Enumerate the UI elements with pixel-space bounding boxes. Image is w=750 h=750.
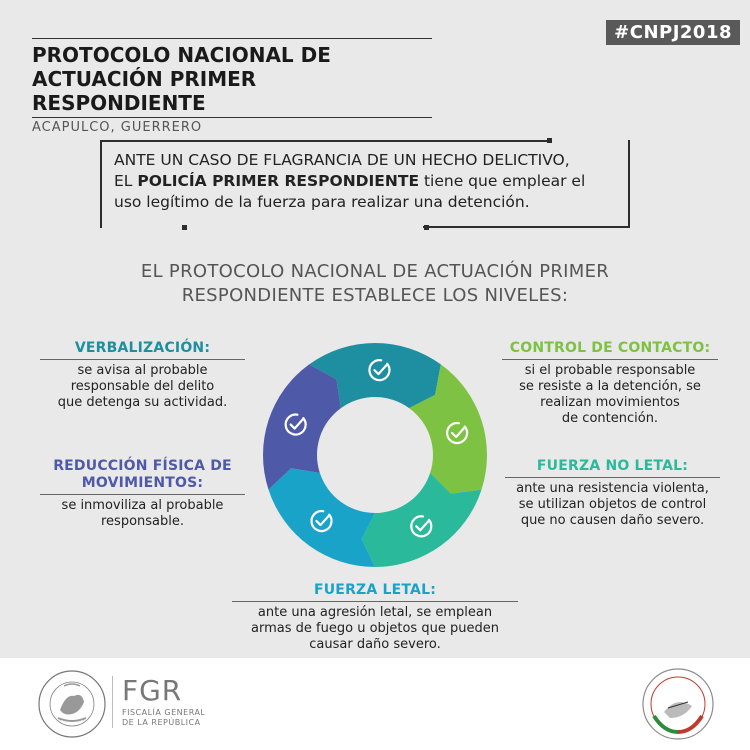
frame-dot (182, 225, 187, 230)
desc-line: que no causen daño severo. (520, 513, 705, 528)
level-title: VERBALIZACIÓN: (74, 340, 211, 356)
level-title: FUERZA NO LETAL: (536, 458, 689, 474)
level-divider (232, 601, 518, 602)
level-description (505, 481, 720, 529)
page-title (32, 39, 432, 115)
level-fuerza-no-letal (505, 458, 720, 529)
level-divider (40, 494, 245, 495)
segment-fuerza-letal (268, 468, 375, 567)
title-line-2: ACTUACIÓN PRIMER RESPONDIENTE (32, 67, 257, 115)
headline-line-2: RESPONDIENTE ESTABLECE LOS NIVELES: (181, 285, 569, 306)
level-reduccion (40, 458, 245, 530)
level-description (40, 363, 245, 411)
desc-line: que detenga su actividad. (57, 395, 228, 410)
level-title (40, 458, 245, 492)
level-divider (505, 477, 720, 478)
cycle-diagram (260, 340, 490, 570)
intro-line-2-pre: EL (114, 172, 138, 190)
page-subtitle: ACAPULCO, GUERRERO (32, 120, 203, 135)
desc-line: se resiste a la detención, se (519, 379, 701, 394)
level-divider (40, 359, 245, 360)
desc-line: se inmoviliza al probable (61, 498, 224, 513)
desc-line: de contención. (561, 411, 659, 426)
intro-text (114, 150, 616, 213)
level-verbalizacion (40, 340, 245, 411)
desc-line: causar daño severo. (309, 637, 441, 652)
title-divider (32, 117, 432, 118)
intro-line-2-post: tiene que emplear el (419, 172, 586, 190)
fgr-sub-2: DE LA REPÚBLICA (122, 718, 201, 727)
desc-line: se utilizan objetos de control (518, 497, 707, 512)
level-description (502, 363, 718, 427)
levels-headline (40, 260, 710, 308)
intro-box (100, 140, 630, 228)
level-fuerza-letal (232, 582, 518, 653)
desc-line: si el probable responsable (524, 363, 696, 378)
level-title: FUERZA LETAL: (313, 582, 437, 598)
intro-line-3: uso legítimo de la fuerza para realizar una detención. (114, 193, 530, 211)
desc-line: se avisa al probable (77, 363, 208, 378)
level-divider (502, 359, 718, 360)
level-description (40, 498, 245, 530)
fgr-logo (122, 676, 205, 728)
desc-line: ante una resistencia violenta, (516, 481, 709, 496)
headline-line-1: EL PROTOCOLO NACIONAL DE ACTUACIÓN PRIMER (140, 261, 610, 282)
desc-line: ante una agresión letal, se emplean (257, 605, 493, 620)
footer-divider (112, 676, 113, 728)
intro-line-1: ANTE UN CASO DE FLAGRANCIA DE UN HECHO DELICTIVO, (114, 151, 570, 169)
title-line: REDUCCIÓN FÍSICA DE (53, 458, 232, 474)
level-description (232, 605, 518, 653)
level-title: CONTROL DE CONTACTO: (509, 340, 711, 356)
title-line-1: PROTOCOLO NACIONAL DE (32, 43, 331, 67)
frame-dot (547, 138, 552, 143)
cycle-segments (263, 343, 487, 567)
desc-line: responsable. (100, 514, 184, 529)
desc-line: armas de fuego u objetos que pueden (251, 621, 499, 636)
title-line: MOVIMIENTOS: (81, 475, 204, 491)
intro-highlight: POLICÍA PRIMER RESPONDIENTE (137, 172, 420, 190)
fgr-wordmark: FGR (122, 674, 183, 707)
footer (0, 658, 750, 750)
desc-line: responsable del delito (70, 379, 215, 394)
fgr-sub-1: FISCALÍA GENERAL (122, 708, 206, 717)
level-control-contacto (502, 340, 718, 427)
mexico-seal-icon (36, 666, 108, 742)
intro-line-2 (114, 171, 616, 192)
cnpj-seal-icon (640, 666, 716, 742)
frame-dot (424, 225, 429, 230)
header (32, 38, 432, 135)
hashtag-badge: #CNPJ2018 (606, 20, 740, 45)
desc-line: realizan movimientos (540, 395, 680, 410)
